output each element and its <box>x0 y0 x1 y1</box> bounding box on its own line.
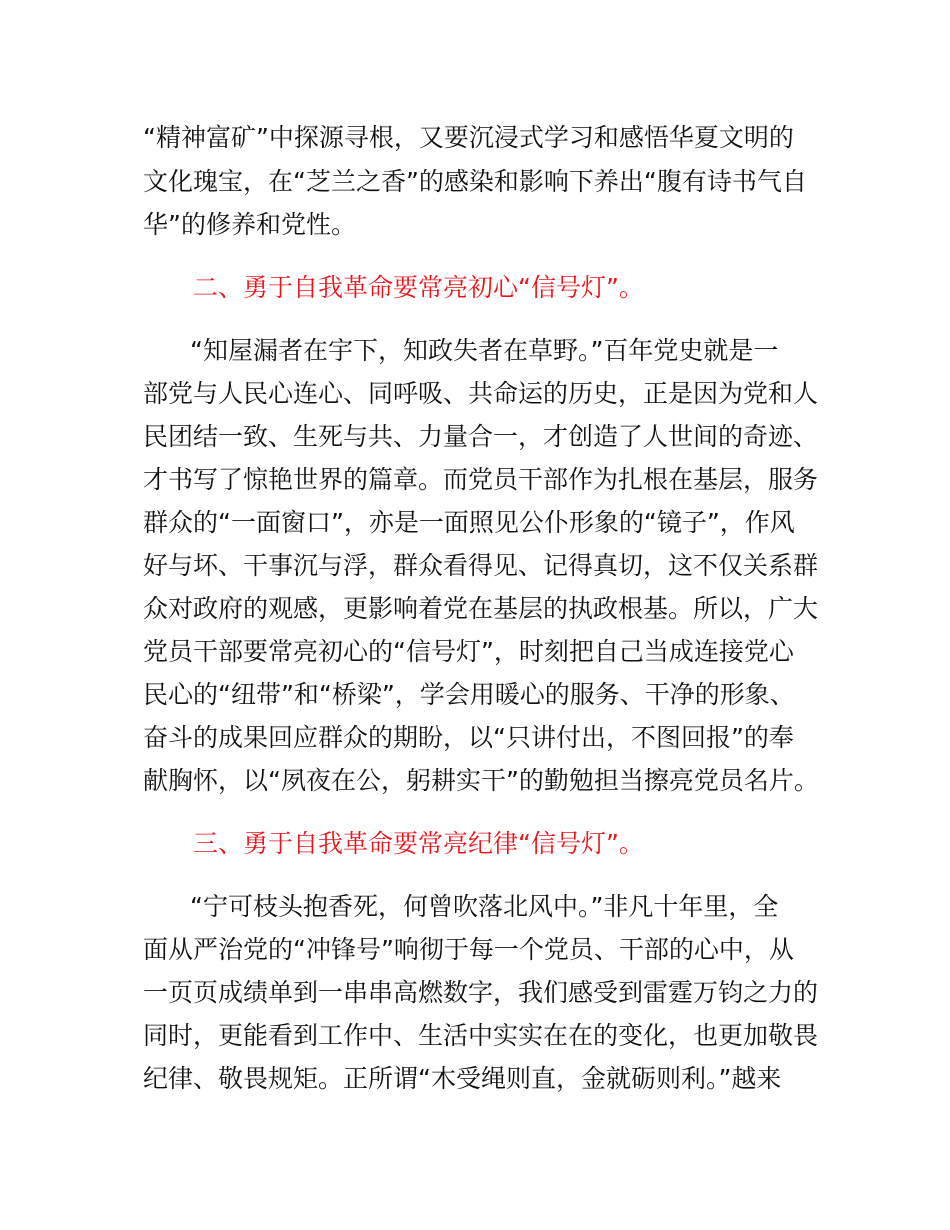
paragraph-line: “宁可枝头抱香死，何曾吹落北风中。”非凡十年里，全 <box>190 892 779 921</box>
paragraph-line: 献胸怀，以“夙夜在公，躬耕实干”的勤勉担当擦亮党员名片。 <box>143 766 819 795</box>
paragraph-line: 众对政府的观感，更影响着党在基层的执政根基。所以，广大 <box>143 594 819 623</box>
paragraph-line: “精神富矿”中探源寻根，又要沉浸式学习和感悟华夏文明的 <box>143 123 794 152</box>
paragraph-line: 民团结一致、生死与共、力量合一，才创造了人世间的奇迹、 <box>143 422 819 451</box>
paragraph-line: 一页页成绩单到一串串高燃数字，我们感受到雷霆万钧之力的 <box>143 978 819 1007</box>
paragraph-line: 党员干部要常亮初心的“信号灯”，时刻把自己当成连接党心 <box>143 637 794 666</box>
paragraph-line: 民心的“纽带”和“桥梁”，学会用暖心的服务、干净的形象、 <box>143 680 795 709</box>
paragraph-line: 文化瑰宝，在“芝兰之香”的感染和影响下养出“腹有诗书气自 <box>143 167 807 196</box>
paragraph-line: 才书写了惊艳世界的篇章。而党员干部作为扎根在基层，服务 <box>143 465 819 494</box>
paragraph-line: 同时，更能看到工作中、生活中实实在在的变化，也更加敬畏 <box>143 1021 819 1050</box>
paragraph-line: 部党与人民心连心、同呼吸、共命运的历史，正是因为党和人 <box>143 379 819 408</box>
paragraph-line: “知屋漏者在宇下，知政失者在草野。”百年党史就是一 <box>190 336 779 365</box>
section-heading-3: 三、勇于自我革命要常亮纪律“信号灯”。 <box>193 829 644 858</box>
paragraph-line: 群众的“一面窗口”，亦是一面照见公仆形象的“镜子”，作风 <box>143 508 795 537</box>
paragraph-line: 纪律、敬畏规矩。正所谓“木受绳则直，金就砺则利。”越来 <box>143 1064 782 1093</box>
paragraph-line: 奋斗的成果回应群众的期盼，以“只讲付出，不图回报”的奉 <box>143 723 794 752</box>
paragraph-line: 华”的修养和党性。 <box>143 210 356 239</box>
paragraph-line: 好与坏、干事沉与浮，群众看得见、记得真切，这不仅关系群 <box>143 551 819 580</box>
section-heading-2: 二、勇于自我革命要常亮初心“信号灯”。 <box>193 273 644 302</box>
paragraph-line: 面从严治党的“冲锋号”响彻于每一个党员、干部的心中，从 <box>143 935 794 964</box>
